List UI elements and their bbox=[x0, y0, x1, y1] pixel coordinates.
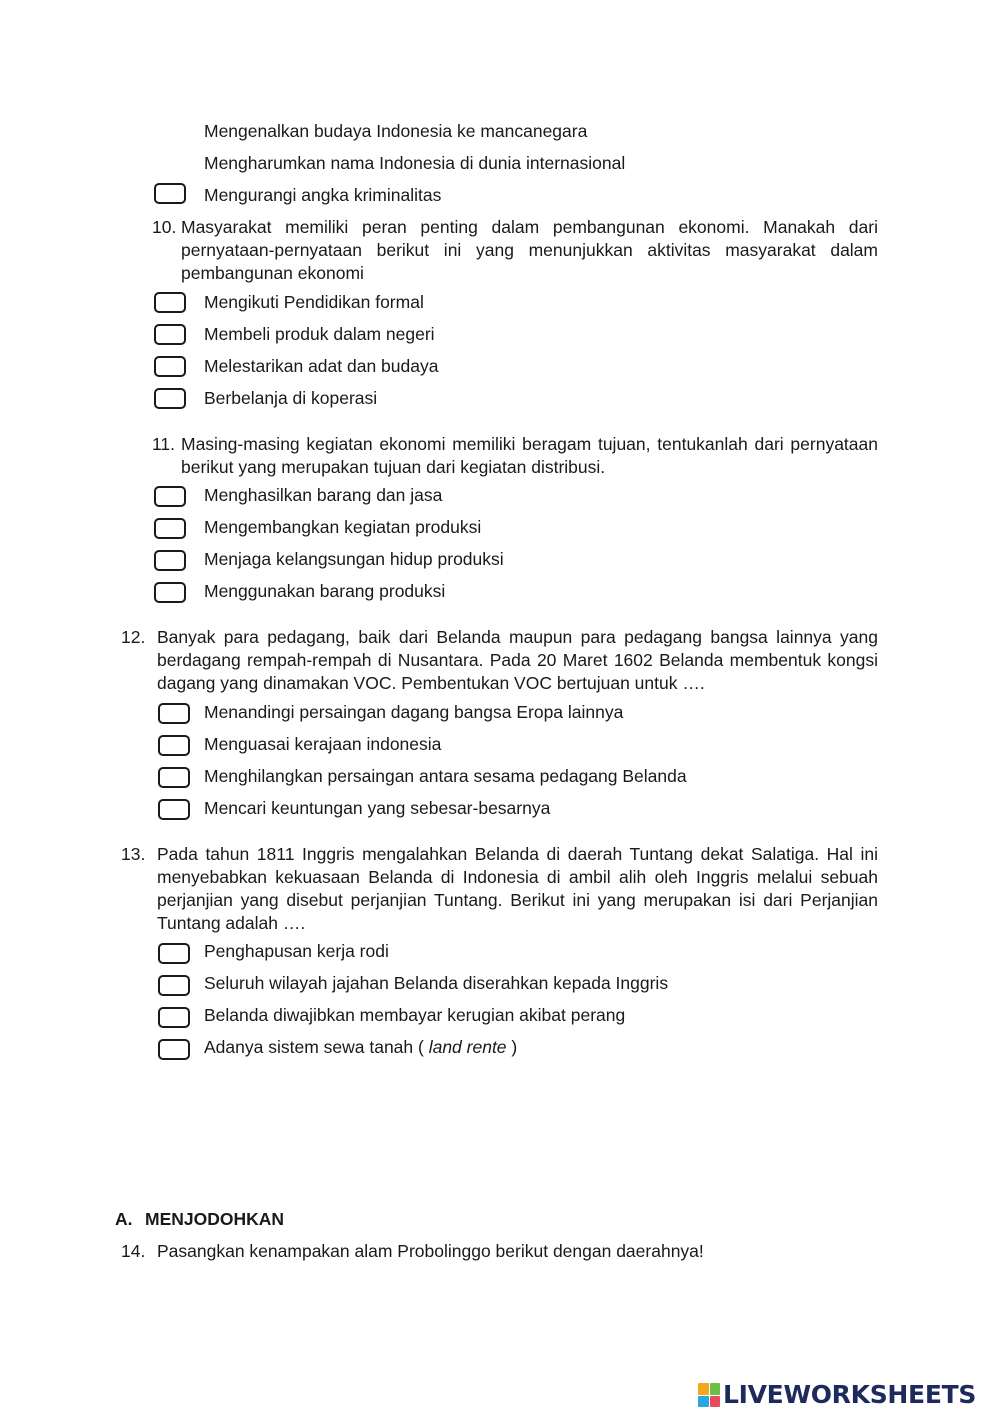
question-text: Pada tahun 1811 Inggris mengalahkan Belanda di daerah Tuntang dekat Salatiga. Hal ini menyebabkan kekuasaan Belanda di Indonesia di ambil alih oleh Inggris melalui sebuah perjanjian yang disebut perjanjian Tuntang. Berikut ini yang merupakan isi dari Perjanjian Tuntang adalah …. bbox=[157, 844, 878, 933]
option-text-prefix: Adanya sistem sewa tanah ( bbox=[204, 1037, 429, 1057]
option-text: Menghasilkan barang dan jasa bbox=[204, 485, 443, 505]
question-text: Masing-masing kegiatan ekonomi memiliki beragam tujuan, tentukanlah dari pernyataan berikut yang merupakan tujuan dari kegiatan distribusi. bbox=[181, 434, 878, 477]
section-title: MENJODOHKAN bbox=[145, 1209, 285, 1229]
question-number: 10. bbox=[152, 217, 177, 237]
answer-checkbox[interactable] bbox=[154, 324, 186, 345]
answer-checkbox[interactable] bbox=[158, 975, 190, 996]
answer-checkbox[interactable] bbox=[158, 799, 190, 820]
answer-checkbox[interactable] bbox=[154, 183, 186, 204]
option-text: Seluruh wilayah jajahan Belanda diserahkan kepada Inggris bbox=[204, 973, 669, 993]
answer-checkbox[interactable] bbox=[154, 388, 186, 409]
question-number: 11. bbox=[152, 434, 176, 454]
option-text: Melestarikan adat dan budaya bbox=[204, 356, 439, 376]
option-text: Mencari keuntungan yang sebesar-besarnya bbox=[204, 798, 551, 818]
question-number: 14. bbox=[121, 1241, 146, 1261]
option-text: Berbelanja di koperasi bbox=[204, 388, 378, 408]
answer-checkbox[interactable] bbox=[154, 356, 186, 377]
question-number: 13. bbox=[121, 844, 146, 864]
option-text bbox=[204, 1036, 517, 1058]
option-text: Mengikuti Pendidikan formal bbox=[204, 292, 424, 312]
answer-checkbox[interactable] bbox=[158, 943, 190, 964]
answer-checkbox[interactable] bbox=[154, 550, 186, 571]
option-text: Mengembangkan kegiatan produksi bbox=[204, 517, 482, 537]
option-text: Mengharumkan nama Indonesia di dunia internasional bbox=[204, 153, 626, 173]
option-text: Menguasai kerajaan indonesia bbox=[204, 734, 442, 754]
logo-text: LIVEWORKSHEETS bbox=[723, 1380, 977, 1409]
answer-checkbox[interactable] bbox=[154, 518, 186, 539]
option-text: Menghilangkan persaingan antara sesama pedagang Belanda bbox=[204, 766, 687, 786]
question-text: Pasangkan kenampakan alam Probolinggo berikut dengan daerahnya! bbox=[157, 1241, 704, 1261]
option-text-suffix: ) bbox=[506, 1037, 518, 1057]
answer-checkbox[interactable] bbox=[158, 1007, 190, 1028]
question-text: Masyarakat memiliki peran penting dalam pembangunan ekonomi. Manakah dari pernyataan-pernyataan berikut ini yang menunjukkan aktivitas masyarakat dalam pembangunan ekonomi bbox=[181, 217, 878, 283]
option-text: Penghapusan kerja rodi bbox=[204, 941, 389, 961]
option-text: Belanda diwajibkan membayar kerugian akibat perang bbox=[204, 1005, 626, 1025]
answer-checkbox[interactable] bbox=[158, 703, 190, 724]
option-text: Mengenalkan budaya Indonesia ke mancanegara bbox=[204, 121, 588, 141]
answer-checkbox[interactable] bbox=[158, 1039, 190, 1060]
option-text: Menggunakan barang produksi bbox=[204, 581, 446, 601]
liveworksheets-logo bbox=[698, 1378, 976, 1412]
question-number: 12. bbox=[121, 627, 146, 647]
answer-checkbox[interactable] bbox=[154, 292, 186, 313]
option-text-italic: land rente bbox=[428, 1037, 507, 1057]
section-label: A. bbox=[115, 1209, 133, 1229]
option-text: Menjaga kelangsungan hidup produksi bbox=[204, 549, 504, 569]
liveworksheets-logo-icon bbox=[698, 1383, 720, 1407]
answer-checkbox[interactable] bbox=[154, 486, 186, 507]
option-text: Menandingi persaingan dagang bangsa Eropa lainnya bbox=[204, 702, 624, 722]
option-text: Mengurangi angka kriminalitas bbox=[204, 185, 442, 205]
answer-checkbox[interactable] bbox=[154, 582, 186, 603]
question-text: Banyak para pedagang, baik dari Belanda maupun para pedagang bangsa lainnya yang berdagang rempah-rempah di Nusantara. Pada 20 Maret 1602 Belanda membentuk kongsi dagang yang dinamakan VOC. Pembentukan VOC bertujuan untuk …. bbox=[157, 627, 878, 693]
answer-checkbox[interactable] bbox=[158, 735, 190, 756]
answer-checkbox[interactable] bbox=[158, 767, 190, 788]
option-text: Membeli produk dalam negeri bbox=[204, 324, 435, 344]
